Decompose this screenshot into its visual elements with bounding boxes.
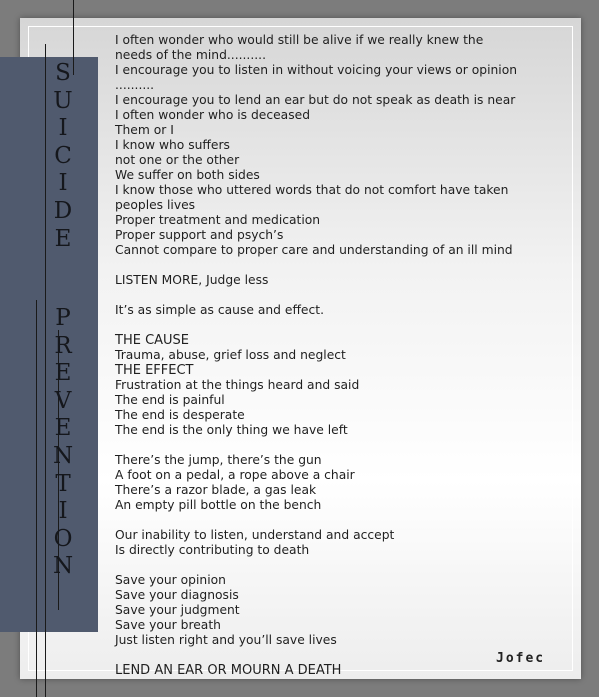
side-title-letter: D bbox=[53, 197, 73, 224]
poem-line: Them or I bbox=[115, 123, 174, 137]
poem-line: I know those who uttered words that do not comfort have taken bbox=[115, 183, 509, 197]
side-title-letter: I bbox=[58, 170, 68, 197]
side-title-letter: E bbox=[54, 225, 72, 252]
side-title-letter: S bbox=[55, 60, 71, 86]
poem-line: I often wonder who is deceased bbox=[115, 108, 310, 122]
poem-line: Just listen right and you’ll save lives bbox=[115, 633, 337, 647]
poem-line: The end is desperate bbox=[115, 408, 245, 422]
poem-line: The end is painful bbox=[115, 393, 225, 407]
side-title-letter: N bbox=[52, 553, 74, 580]
side-title-letter: O bbox=[53, 525, 73, 552]
side-title-letter: E bbox=[54, 360, 72, 387]
poem-line: Our inability to listen, understand and accept bbox=[115, 528, 395, 542]
poem-line: Save your opinion bbox=[115, 573, 226, 587]
side-title-letter: U bbox=[53, 87, 73, 114]
side-title-letter: P bbox=[55, 305, 71, 331]
poem-line: peoples lives bbox=[115, 198, 196, 212]
side-title-letter: R bbox=[54, 332, 72, 359]
decorative-line bbox=[45, 44, 46, 697]
poem-line: Proper treatment and medication bbox=[115, 213, 321, 227]
stanza-gap bbox=[115, 558, 565, 573]
poem-line: LEND AN EAR OR MOURN A DEATH bbox=[115, 663, 342, 678]
side-title-letter: V bbox=[54, 387, 72, 414]
stanza-gap bbox=[115, 438, 565, 453]
poem-line: Frustration at the things heard and said bbox=[115, 378, 360, 392]
poem-text bbox=[115, 33, 565, 678]
side-title-letter: I bbox=[58, 498, 68, 525]
poem-line: THE CAUSE bbox=[115, 333, 190, 348]
poem-line: needs of the mind.......... bbox=[115, 48, 266, 62]
poem-line: I encourage you to listen in without voicing your views or opinion bbox=[115, 63, 518, 77]
side-title-letter: T bbox=[55, 470, 71, 497]
poem-line: Is directly contributing to death bbox=[115, 543, 310, 557]
poem-line: Proper support and psych’s bbox=[115, 228, 284, 242]
poem-line: I encourage you to lend an ear but do not speak as death is near bbox=[115, 93, 516, 107]
poem-line: Save your judgment bbox=[115, 603, 240, 617]
poem-line: LISTEN MORE, Judge less bbox=[115, 273, 269, 287]
poem-line: Cannot compare to proper care and understanding of an ill mind bbox=[115, 243, 513, 257]
stanza-gap bbox=[115, 318, 565, 333]
side-title-letter: I bbox=[58, 115, 68, 142]
stanza-gap bbox=[115, 258, 565, 273]
poem-line: The end is the only thing we have left bbox=[115, 423, 348, 437]
side-title-suicide bbox=[48, 60, 78, 253]
side-title-letter: N bbox=[52, 442, 74, 469]
decorative-line bbox=[36, 300, 37, 697]
poem-line: There’s a razor blade, a gas leak bbox=[115, 483, 317, 497]
poem-line: Save your diagnosis bbox=[115, 588, 239, 602]
poem-line: A foot on a pedal, a rope above a chair bbox=[115, 468, 355, 482]
poem-line: We suffer on both sides bbox=[115, 168, 260, 182]
poem-line: .......... bbox=[115, 78, 155, 92]
poem-line: Save your breath bbox=[115, 618, 221, 632]
poem-line: not one or the other bbox=[115, 153, 240, 167]
side-title-letter: C bbox=[54, 142, 72, 169]
signature: Jofec bbox=[496, 651, 546, 666]
poem-line: It’s as simple as cause and effect. bbox=[115, 303, 324, 317]
side-title-prevention bbox=[48, 305, 78, 581]
side-title-letter: E bbox=[54, 415, 72, 442]
poem-line: I often wonder who would still be alive if we really knew the bbox=[115, 33, 484, 47]
stanza-gap bbox=[115, 513, 565, 528]
poem-line: An empty pill bottle on the bench bbox=[115, 498, 322, 512]
poem-line: Trauma, abuse, grief loss and neglect bbox=[115, 348, 346, 362]
poem-line: I know who suffers bbox=[115, 138, 230, 152]
poem-line: THE EFFECT bbox=[115, 363, 194, 378]
poem-line: There’s the jump, there’s the gun bbox=[115, 453, 322, 467]
stanza-gap bbox=[115, 288, 565, 303]
